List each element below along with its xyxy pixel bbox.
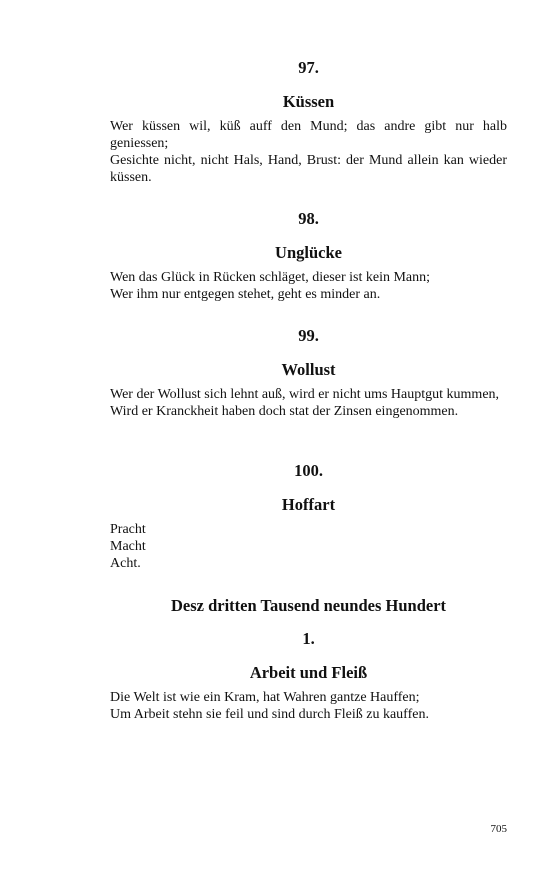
verse-line: Um Arbeit stehn sie feil und sind durch Fleiß zu kauffen. — [110, 707, 429, 722]
verse — [110, 521, 507, 572]
verse — [110, 386, 507, 420]
page-number: 705 — [490, 823, 507, 835]
section-number: 99. — [298, 326, 319, 345]
section-number: 98. — [298, 209, 319, 228]
verse — [110, 689, 507, 723]
verse — [110, 118, 507, 186]
verse-line: Wird er Kranckheit haben doch stat der Zinsen eingenommen. — [110, 404, 459, 419]
verse-line: Macht — [110, 539, 146, 554]
verse-line: Wer küssen wil, küß auff den Mund; das andre gibt nur halb geniessen; — [110, 119, 507, 151]
section-number: 100. — [294, 461, 323, 480]
verse-line: Acht. — [110, 556, 141, 571]
verse — [110, 269, 507, 303]
verse-line: Wer ihm nur entgegen stehet, geht es minder an. — [110, 287, 381, 302]
section-title: Arbeit und Fleiß — [249, 663, 368, 682]
verse-line: Gesichte nicht, nicht Hals, Hand, Brust: der Mund allein kan wieder küssen. — [110, 153, 507, 185]
chapter-heading: Desz dritten Tausend neundes Hundert — [170, 596, 447, 615]
section-number: 97. — [298, 58, 319, 77]
verse-line: Wer der Wollust sich lehnt auß, wird er nicht ums Hauptgut kummen, — [110, 387, 500, 402]
section-title: Unglücke — [275, 243, 342, 262]
section-title: Hoffart — [281, 495, 336, 514]
verse-line: Pracht — [110, 522, 146, 537]
verse-line: Wen das Glück in Rücken schläget, dieser ist kein Mann; — [110, 270, 431, 285]
section-title: Wollust — [281, 360, 336, 379]
section-title: Küssen — [282, 92, 335, 111]
verse-line: Die Welt ist wie ein Kram, hat Wahren gantze Hauffen; — [110, 690, 420, 705]
section-number: 1. — [302, 629, 315, 648]
